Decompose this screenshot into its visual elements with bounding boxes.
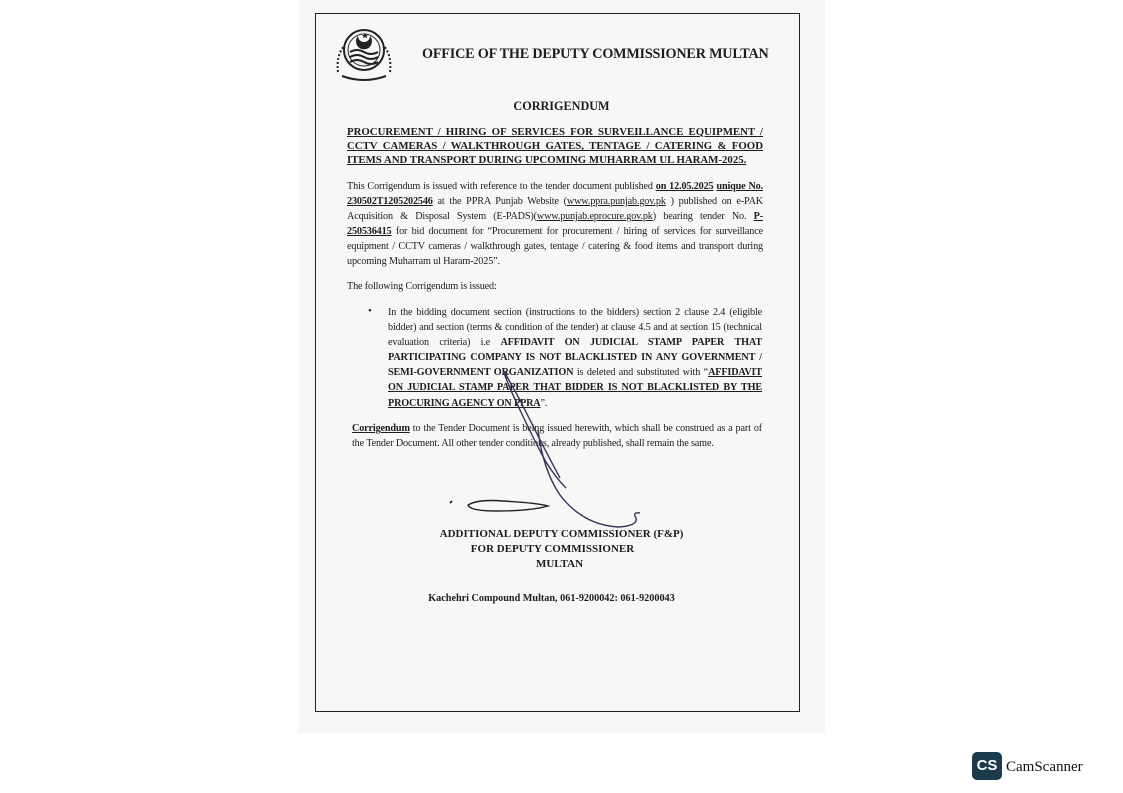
signatory-for: FOR DEPUTY COMMISSIONER — [470, 543, 635, 555]
corrigendum-item: In the bidding document section (instructions to the bidders) section 2 clause 2.4 (eligible bidder) and section (terms & condition of the tender) at clause 4.5 and at section 15 (technical evaluation criteria) i.e AFFIDAVIT ON JUDICIAL STAMP PAPER THAT PARTICIPATING COMPANY IS NOT BLACKLISTED IN ANY GOVERNMENT / SEMI-GOVERNMENT ORGANIZATION is deleted and substituted with “AFFIDAVIT ON JUDICIAL STAMP PAPER THAT BIDDER IS NOT BLACKLISTED BY THE PROCURING AGENCY ON PPRA”. — [388, 307, 762, 409]
corrigendum-intro: The following Corrigendum is issued: — [347, 281, 497, 292]
document-title: CORRIGENDUM — [513, 99, 610, 113]
camscanner-watermark: CamScanner — [1006, 759, 1083, 775]
signatory-title: ADDITIONAL DEPUTY COMMISSIONER (F&P) — [439, 528, 684, 540]
substituted-clause: AFFIDAVIT ON JUDICIAL STAMP PAPER THAT BIDDER IS NOT BLACKLISTED BY THE PROCURING AGENCY ON PPRA — [388, 367, 762, 409]
signatory-city: MULTAN — [535, 558, 584, 570]
government-of-punjab-emblem-icon — [332, 26, 396, 82]
closing-paragraph: Corrigendum to the Tender Document is being issued herewith, which shall be construed as a part of the Tender Document. All other tender conditions, already published, shall remain the same. — [352, 423, 762, 450]
bullet-marker: • — [368, 305, 372, 317]
publish-date: on 12.05.2025 — [655, 181, 714, 192]
reference-paragraph: This Corrigendum is issued with reference to the tender document published on 12.05.2025 unique No. 230502T1205202546 at the PPRA Punjab Website (www.ppra.punjab.gov.pk ) published on e-PAK Acquisition & Disposal System (E-PADS)(www.punjab.eprocure.gov.pk) bearing tender No. P-250536415 for bid document for “Procurement for procurement / hiring of services for surveillance equipment / CCTV cameras / walkthrough gates, tentage / catering & food items and transport during upcoming Muharram ul Haram-2025”. — [347, 181, 763, 268]
ppra-website-link: www.ppra.punjab.gov.pk — [566, 196, 666, 208]
epads-website-link: www.punjab.eprocure.gov.pk — [536, 211, 653, 223]
office-address: Kachehri Compound Multan, 061-9200042: 061-9200043 — [428, 593, 675, 604]
scanned-page — [298, 0, 825, 733]
camscanner-logo-icon: CS — [972, 752, 1002, 780]
subject-heading: PROCUREMENT / HIRING OF SERVICES FOR SURVEILLANCE EQUIPMENT / CCTV CAMERAS / WALKTHROUGH GATES, TENTAGE / CATERING & FOOD ITEMS AND TRANSPORT DURING UPCOMING MUHARRAM UL HARAM-2025. — [347, 126, 763, 167]
unique-number: unique No. 230502T1205202546 — [347, 181, 763, 208]
tender-number: P-250536415 — [347, 211, 763, 238]
deleted-clause: AFFIDAVIT ON JUDICIAL STAMP PAPER THAT PARTICIPATING COMPANY IS NOT BLACKLISTED IN ANY GOVERNMENT / SEMI-GOVERNMENT ORGANIZATION — [388, 337, 762, 379]
office-title: OFFICE OF THE DEPUTY COMMISSIONER MULTAN — [422, 46, 769, 62]
corrigendum-lead: Corrigendum — [352, 423, 410, 434]
